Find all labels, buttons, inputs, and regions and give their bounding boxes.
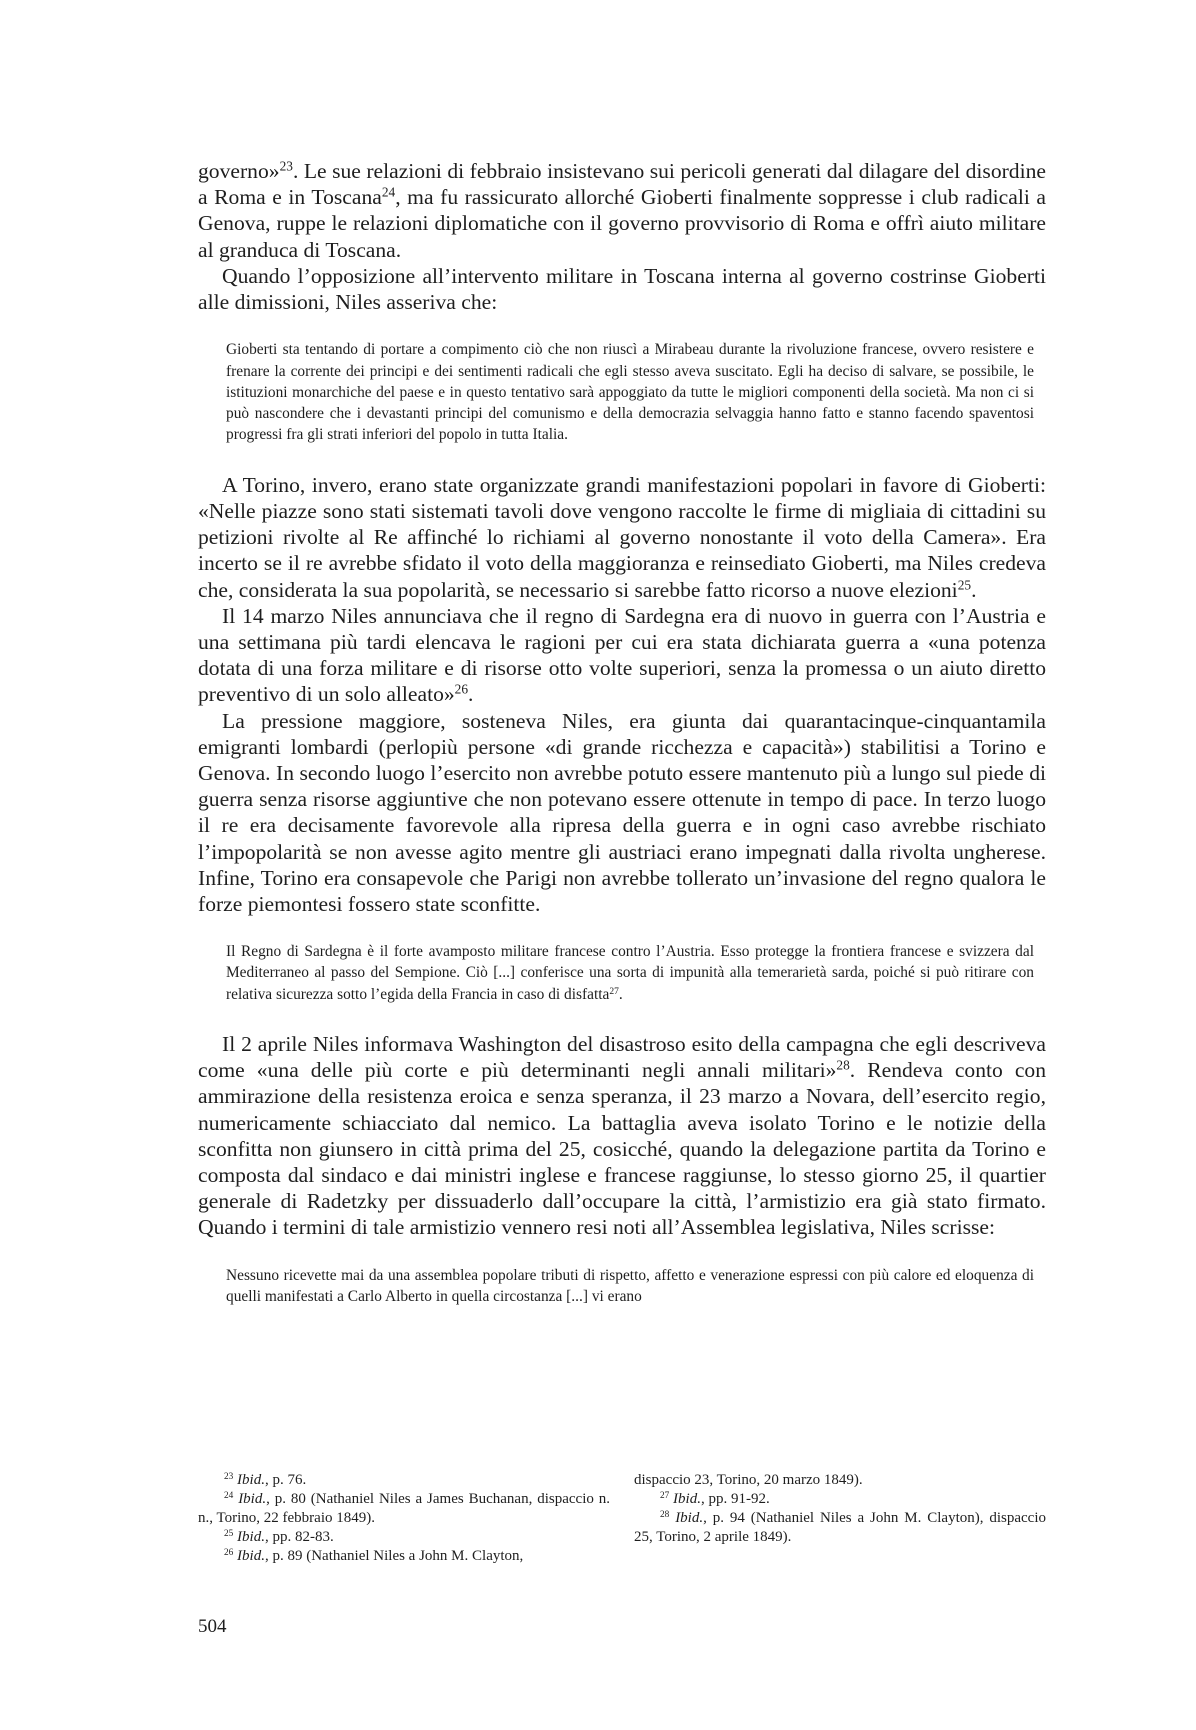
footnote-ref-27[interactable]: 27 — [609, 985, 619, 997]
block-quote-3: Nessuno ricevette mai da una assemblea popolare tributi di rispetto, affetto e venerazione espressi con più calore ed eloquenza di quelli manifestati a Carlo Alberto in quella circostanza [...] vi erano — [226, 1266, 1034, 1305]
ibid: Ibid. — [675, 1510, 704, 1526]
footnote-text: , pp. 91-92. — [700, 1491, 770, 1507]
text-run: Il 2 aprile Niles informava Washington del disastroso esito della campagna che egli descriveva come «una delle più corte e più determinanti negli annali militari» — [198, 1032, 1046, 1083]
ibid: Ibid. — [673, 1491, 701, 1507]
footnote-text: , p. 89 (Nathaniel Niles a John M. Clayton, — [264, 1548, 524, 1564]
footnote-ref-24[interactable]: 24 — [381, 184, 396, 200]
paragraph-1 — [198, 158, 1046, 263]
footnote-ref-26[interactable]: 26 — [454, 681, 469, 697]
footnote-24 — [198, 1490, 610, 1528]
footnote-26 — [198, 1547, 610, 1566]
footnote-number: 24 — [224, 1490, 234, 1501]
text-run: . — [468, 682, 474, 707]
footnote-number: 23 — [224, 1471, 234, 1482]
footnote-number: 26 — [224, 1547, 234, 1558]
paragraph-6 — [198, 1031, 1046, 1241]
footnote-text: , p. 80 (Nathaniel Niles a James Buchanan, dispaccio n. n., Torino, 22 febbraio 1849). — [198, 1491, 611, 1526]
text-run: A Torino, invero, erano state organizzate grandi manifestazioni popolari in favore di Gioberti: «Nelle piazze sono stati sistemati tavoli dove vengono raccolte le firme di migliaia di cittadini su petizioni rivolte al Re affinché lo richiami al governo nonostante il voto della Camera». Era incerto se il re avrebbe sfidato il voto della maggioranza e reinsediato Gioberti, ma Niles credeva che, considerata la sua popolarità, se necessario si sarebbe fatto ricorso a nuove elezioni — [198, 472, 1046, 602]
spacer — [198, 1241, 1046, 1265]
spacer — [198, 315, 1046, 339]
main-text — [198, 158, 1046, 1307]
footnote-23 — [198, 1471, 610, 1490]
footnote-ref-28[interactable]: 28 — [836, 1057, 850, 1073]
footnote-text: , pp. 82-83. — [264, 1529, 334, 1545]
page-number: 504 — [198, 1616, 227, 1637]
footnote-28 — [634, 1509, 1046, 1547]
paragraph-2: Quando l’opposizione all’intervento militare in Toscana interna al governo costrinse Gioberti alle dimissioni, Niles asseriva che: — [198, 263, 1046, 315]
text-run: Il Regno di Sardegna è il forte avamposto militare francese contro l’Austria. Esso protegge la frontiera francese e svizzera dal Mediterraneo al passo del Sempione. Ciò [...] conferisce una sorta di impunità alla temerarietà sarda, poiché si può ritirare con relativa sicurezza sotto l’egida della Francia in caso di disfatta — [226, 943, 1034, 1003]
paragraph-5: La pressione maggiore, sosteneva Niles, era giunta dai quarantacinque-cinquantamila emigranti lombardi (perlopiù persone «di grande ricchezza e capacità») stabilitisi a Torino e Genova. In secondo luogo l’esercito non avrebbe potuto essere mantenuto più a lungo sul piede di guerra senza risorse aggiuntive che non potevano essere ottenute in tempo di pace. In terzo luogo il re era decisamente favorevole alla ripresa della guerra e in ogni caso avrebbe rischiato l’impopolarità se non avesse agito mentre gli austriaci erano impegnati dalla rivolta ungherese. Infine, Torino era consapevole che Parigi non avrebbe tollerato un’invasione del regno qualora le forze piemontesi fossero state sconfitte. — [198, 708, 1046, 916]
text-run: Il 14 marzo Niles annunciava che il regno di Sardegna era di nuovo in guerra con l’Austria e una settimana più tardi elencava le ragioni per cui era stata dichiarata guerra a «una potenza dotata di una forza militare e di risorse otto volte superiori, senza la promessa o un aiuto diretto preventivo di un solo alleato» — [198, 603, 1046, 707]
spacer — [198, 1005, 1046, 1031]
text-run: , ma fu rassicurato allorché Gioberti finalmente soppresse i club radicali a Genova, ruppe le relazioni diplomatiche con il governo provvisorio di Roma e offrì aiuto militare al granduca di Toscana. — [198, 185, 1046, 262]
footnote-25 — [198, 1528, 610, 1547]
text-run: . — [971, 577, 977, 602]
footnote-ref-25[interactable]: 25 — [957, 577, 972, 593]
footnotes-column-right — [634, 1471, 1046, 1566]
spacer — [198, 917, 1046, 941]
footnote-ref-23[interactable]: 23 — [279, 158, 293, 174]
paragraph-3 — [198, 472, 1046, 603]
footnotes-column-left — [198, 1471, 610, 1566]
text-run: . — [618, 985, 623, 1003]
footnote-text: , p. 94 (Nathaniel Niles a John M. Clayton), dispaccio 25, Torino, 2 aprile 1849). — [634, 1510, 1047, 1545]
ibid: Ibid. — [238, 1491, 267, 1507]
block-quote-2 — [226, 941, 1034, 1005]
footnote-number: 28 — [660, 1509, 670, 1520]
footnote-text: , p. 76. — [264, 1472, 307, 1488]
spacer — [198, 446, 1046, 472]
footnote-27 — [634, 1490, 1046, 1509]
block-quote-1: Gioberti sta tentando di portare a compimento ciò che non riuscì a Mirabeau durante la rivoluzione francese, ovvero resistere e frenare la corrente dei principi e dei sentimenti radicali che egli stesso aveva suscitato. Egli ha deciso di salvare, se possibile, le istituzioni monarchiche del paese e in questo tentativo sarà appoggiato da tutte le migliori componenti della società. Ma non ci si può nascondere che i devastanti principi del comunismo e della democrazia selvaggia hanno fatto e stanno facendo spaventosi progressi fra gli strati inferiori del popolo in tutta Italia. — [226, 341, 1034, 444]
footnote-number: 25 — [224, 1528, 234, 1539]
footnote-number: 27 — [660, 1490, 670, 1501]
text-run: . Le sue relazioni di febbraio insistevano sui pericoli generati dal dilagare del disordine a Roma e in Toscana — [198, 159, 1046, 210]
ibid: Ibid. — [237, 1472, 265, 1488]
text-run: governo» — [198, 159, 280, 183]
footnotes — [198, 1471, 1046, 1566]
paragraph-4 — [198, 603, 1046, 708]
text-run: . Rendeva conto con ammirazione della resistenza eroica e senza speranza, il 23 marzo a Novara, dell’esercito regio, numericamente schiacciato dal nemico. La battaglia aveva isolato Torino e le notizie della sconfitta non giunsero in città prima del 25, cosicché, quando la delegazione partita da Torino e composta dal sindaco e dai ministri inglese e francese raggiunse, lo stesso giorno 25, il quartier generale di Radetzky per dissuaderlo dall’occupare la città, l’armistizio era già stato firmato. Quando i termini di tale armistizio vennero resi noti all’Assemblea legislativa, Niles scrisse: — [198, 1058, 1047, 1240]
ibid: Ibid. — [237, 1548, 265, 1564]
ibid: Ibid. — [237, 1529, 265, 1545]
footnote-26-continued: dispaccio 23, Torino, 20 marzo 1849). — [634, 1472, 863, 1488]
